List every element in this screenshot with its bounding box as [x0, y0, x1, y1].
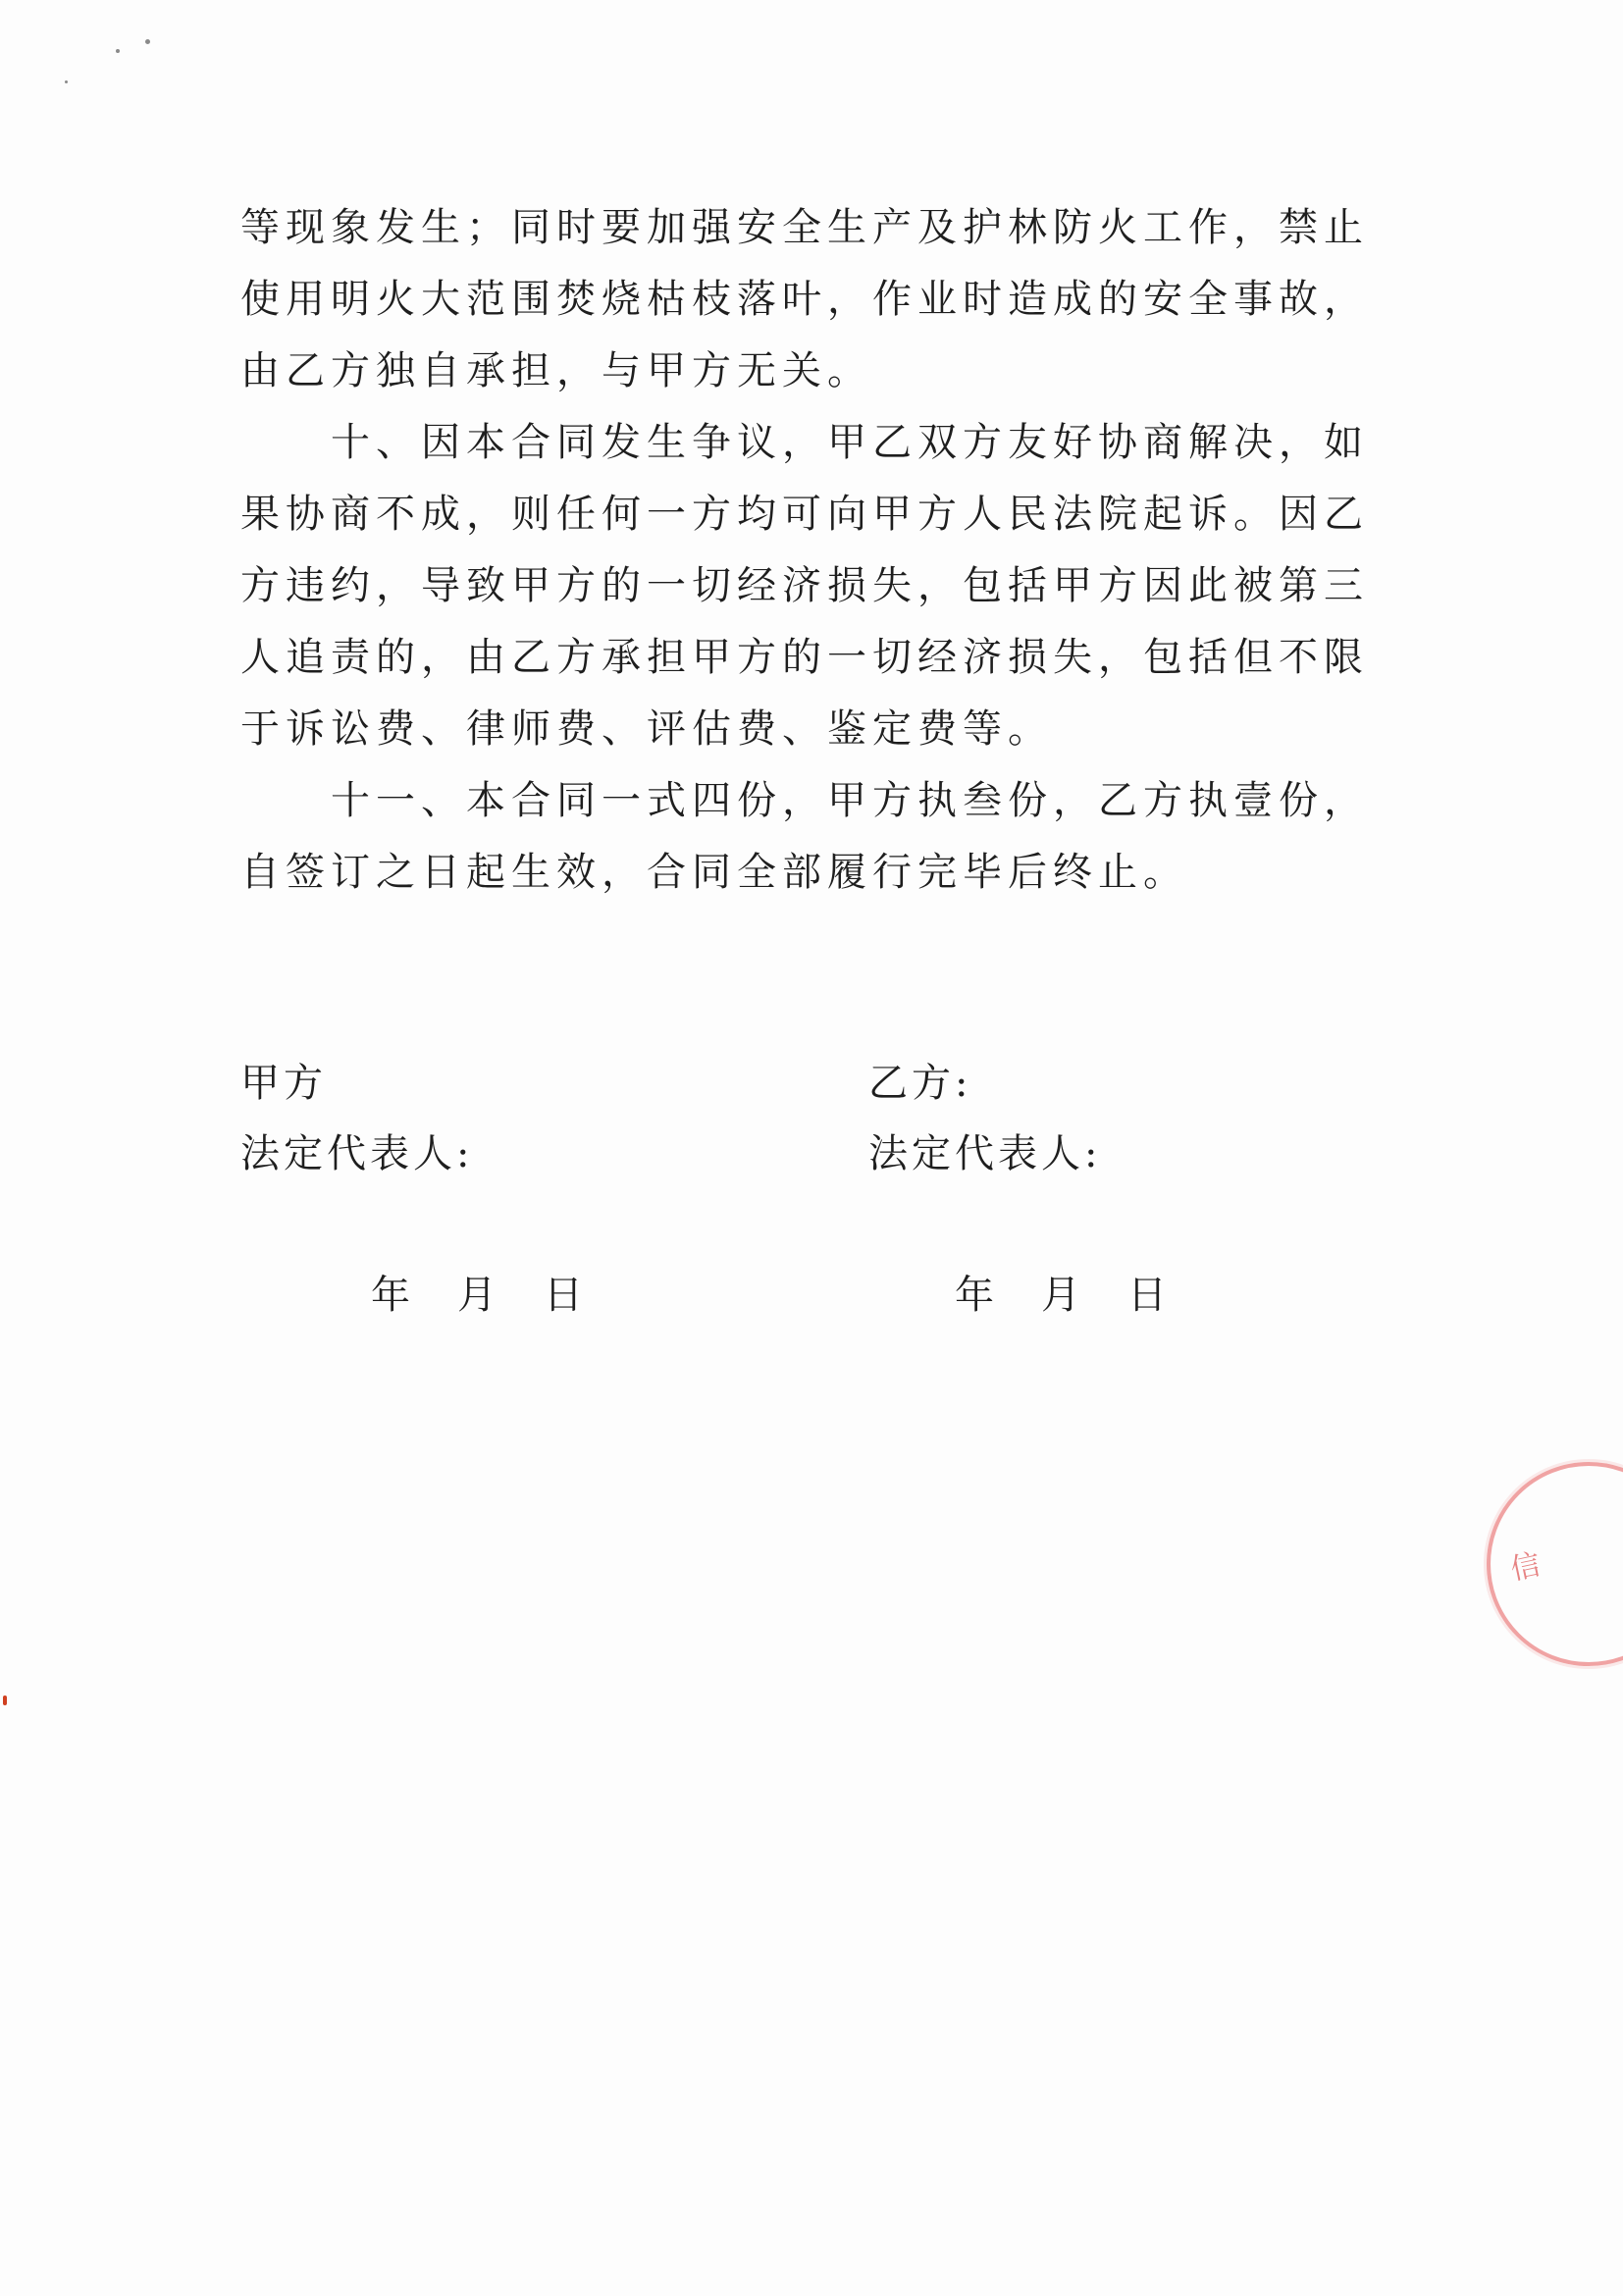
party-b-date: [955, 1264, 1167, 1320]
party-a-date: [371, 1264, 583, 1320]
date-day: 日: [1127, 1273, 1167, 1318]
red-seal-stamp: [1487, 1462, 1623, 1666]
paragraph-clause-11: 十一、本合同一式四份，甲方执叁份，乙方执壹份，自签订之日起生效，合同全部履行完毕后终止。: [240, 778, 1369, 895]
party-a-representative: 法定代表人:: [240, 1131, 474, 1176]
party-a-label: 甲方: [240, 1061, 327, 1106]
paragraph-clause-10: 十、因本合同发生争议，甲乙双方友好协商解决，如果协商不成，则任何一方均可向甲方人民法院起诉。因乙方违约，导致甲方的一切经济损失，包括甲方因此被第三人追责的，由乙方承担甲方的一切经济损失，包括但不限于诉讼费、律师费、评估费、鉴定费等。: [240, 420, 1369, 752]
party-b-representative: 法定代表人:: [868, 1131, 1102, 1176]
date-month: 月: [457, 1273, 497, 1318]
date-day: 日: [544, 1273, 583, 1318]
scan-speck: [65, 80, 68, 83]
scan-speck: [3, 1696, 7, 1705]
date-year: 年: [371, 1273, 410, 1318]
scan-speck: [145, 39, 150, 44]
contract-body: [240, 192, 1369, 909]
seal-text: 信: [1507, 1547, 1544, 1588]
paragraph-continuation: 等现象发生；同时要加强安全生产及护林防火工作，禁止使用明火大范围焚烧枯枝落叶，作业时造成的安全事故，由乙方独自承担，与甲方无关。: [240, 205, 1369, 393]
party-b-label: 乙方:: [868, 1061, 972, 1106]
date-year: 年: [955, 1273, 994, 1318]
date-month: 月: [1041, 1273, 1080, 1318]
scan-speck: [116, 49, 120, 53]
